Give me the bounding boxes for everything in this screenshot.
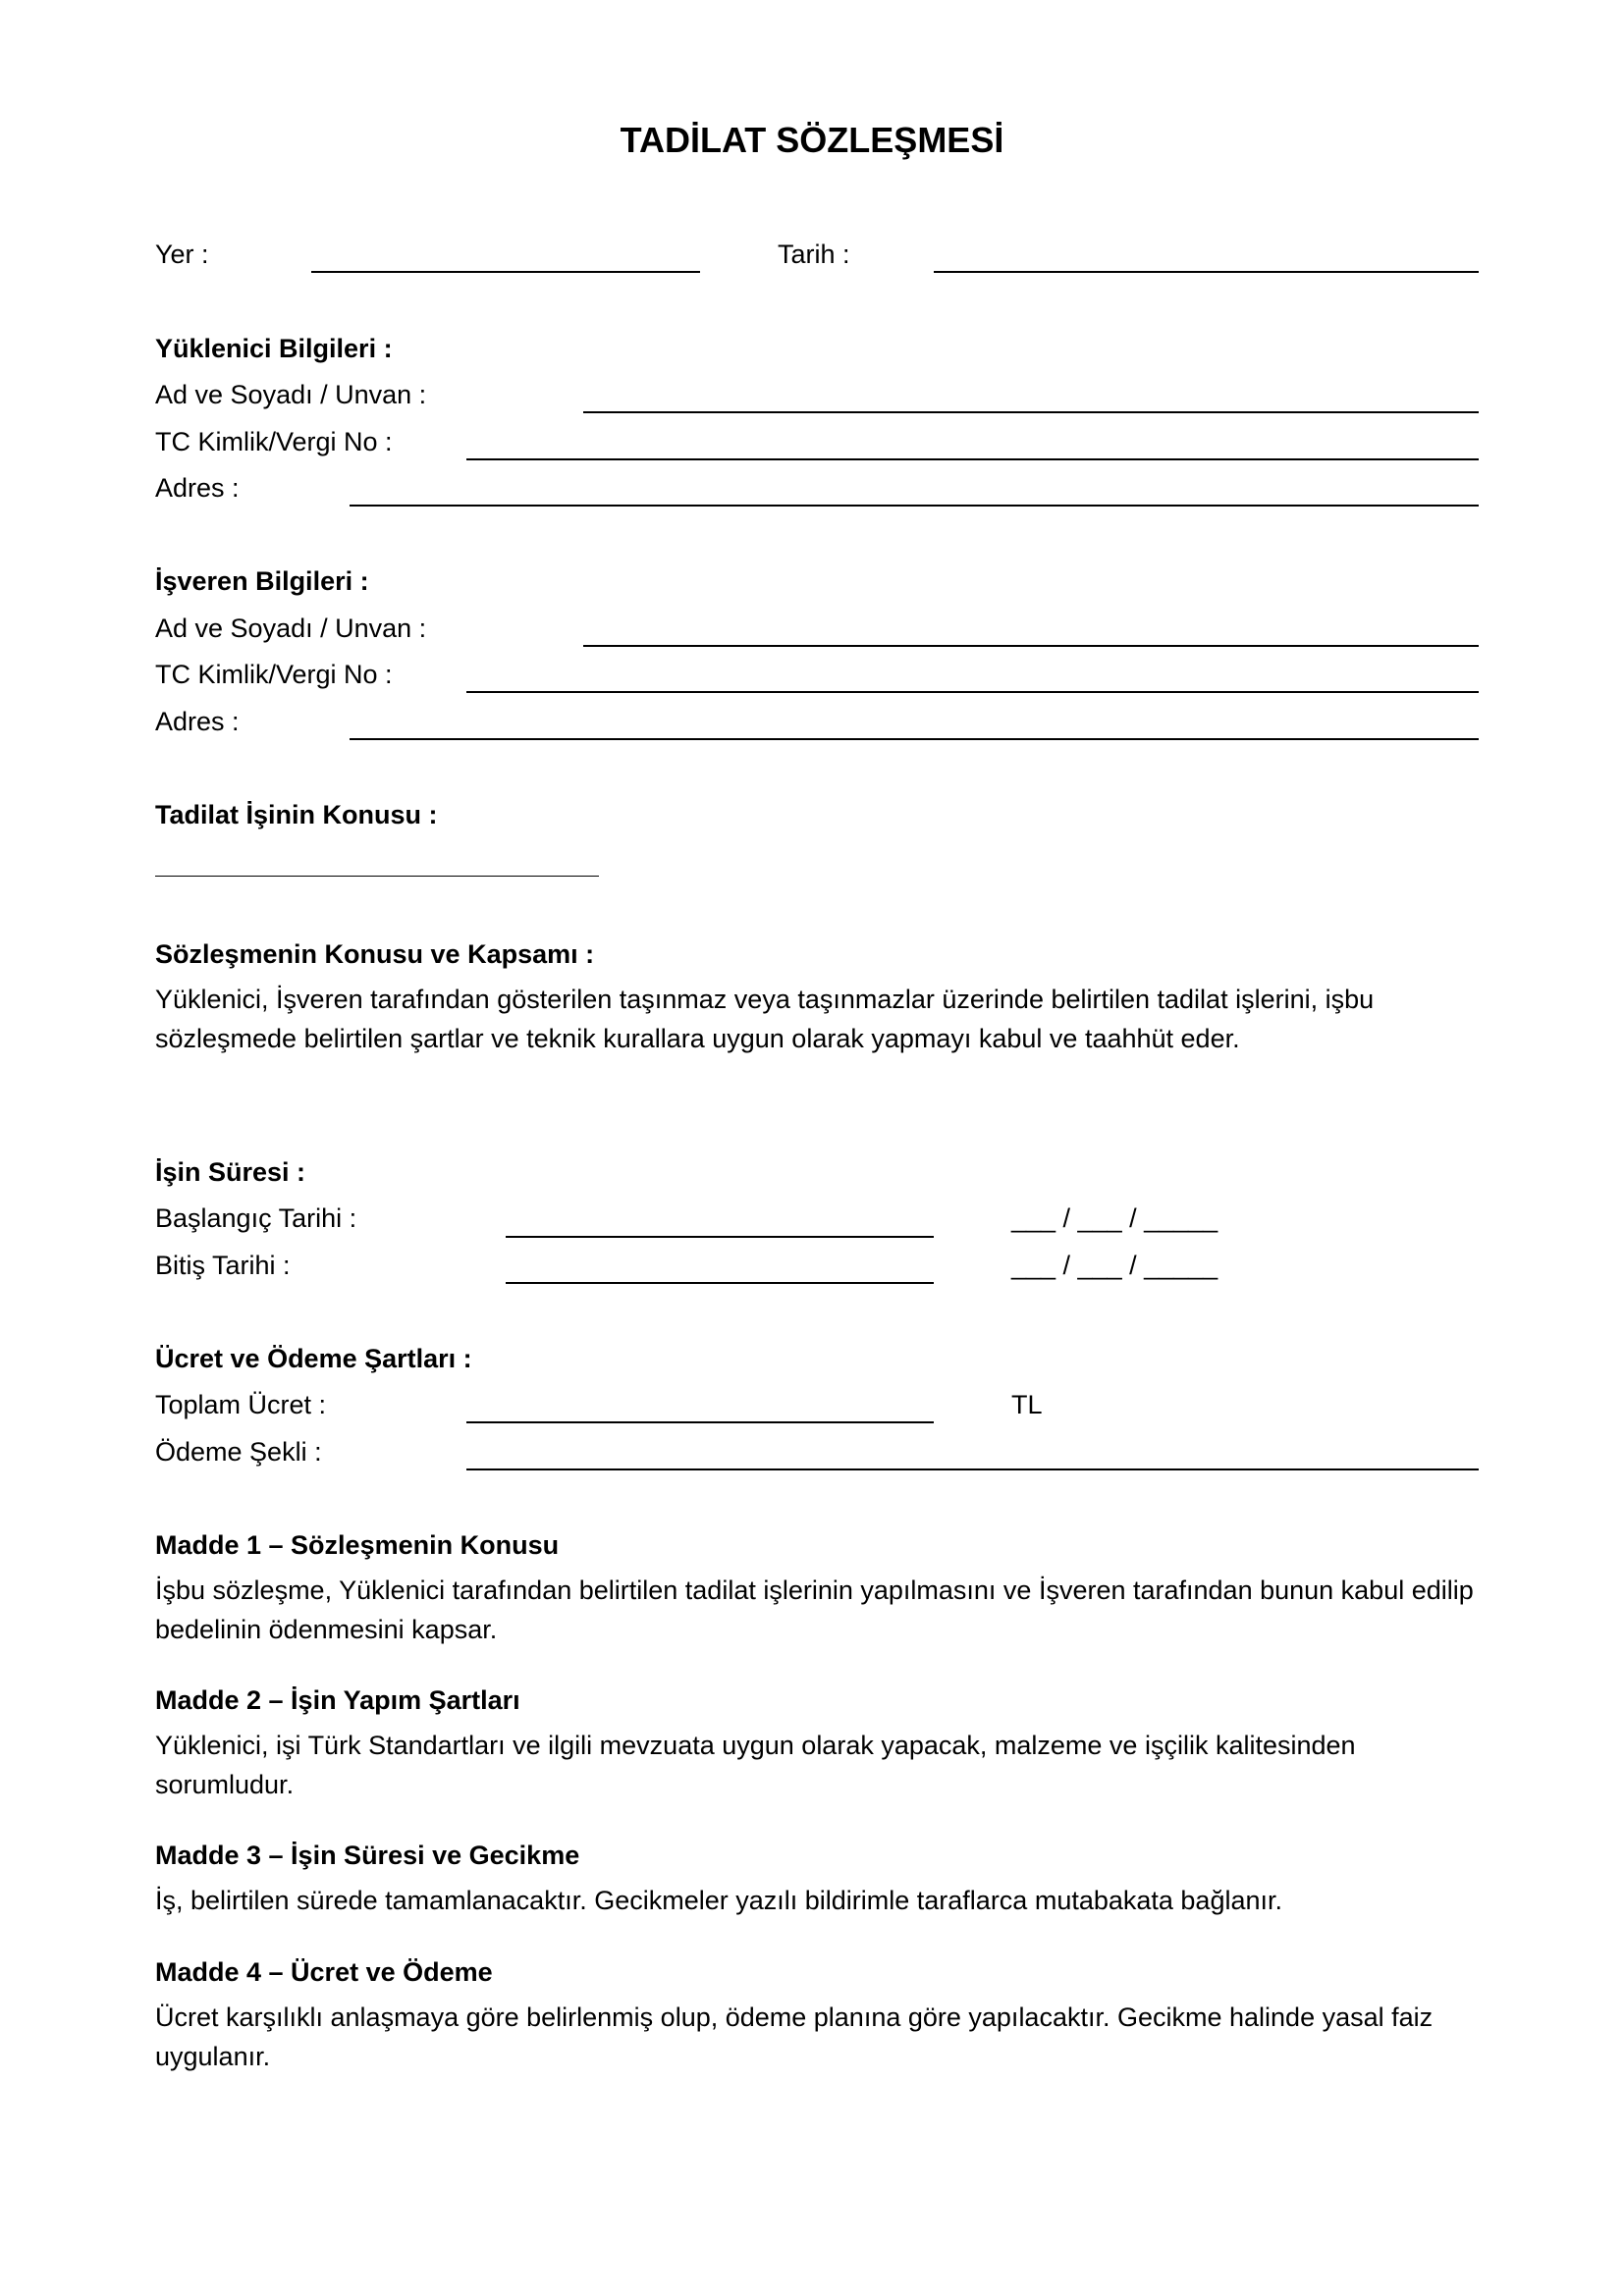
total-fee-label: Toplam Ücret : (155, 1390, 327, 1419)
employer-name-field[interactable] (583, 645, 1479, 647)
subject-field[interactable] (155, 876, 599, 877)
scope-heading: Sözleşmenin Konusu ve Kapsamı : (155, 939, 595, 969)
contractor-name-field[interactable] (583, 411, 1479, 413)
contractor-address-label: Adres : (155, 473, 240, 503)
contractor-id-field[interactable] (466, 458, 1479, 460)
contractor-address-field[interactable] (350, 505, 1479, 507)
article-1-heading: Madde 1 – Sözleşmenin Konusu (155, 1530, 560, 1560)
start-date-template[interactable]: ___ / ___ / _____ (1011, 1203, 1218, 1233)
contractor-id-label: TC Kimlik/Vergi No : (155, 427, 393, 456)
currency-label: TL (1011, 1390, 1043, 1419)
article-3-heading: Madde 3 – İşin Süresi ve Gecikme (155, 1841, 580, 1870)
document-title: TADİLAT SÖZLEŞMESİ (620, 120, 1004, 160)
employer-address-label: Adres : (155, 707, 240, 736)
end-date-label: Bitiş Tarihi : (155, 1251, 291, 1280)
duration-heading: İşin Süresi : (155, 1157, 306, 1187)
subject-heading: Tadilat İşinin Konusu : (155, 800, 438, 829)
contractor-heading: Yüklenici Bilgileri : (155, 334, 393, 363)
article-3-text: İş, belirtilen sürede tamamlanacaktır. Gecikmeler yazılı bildirimle taraflarca mutabakata bağlanır. (155, 1886, 1283, 1915)
article-1-text: İşbu sözleşme, Yüklenici tarafından belirtilen tadilat işlerinin yapılmasını ve İşveren tarafından bunun kabul edilip bedelinin ödenmesini kapsar. (155, 1575, 1474, 1644)
date-label: Tarih : (778, 240, 850, 269)
end-date-template[interactable]: ___ / ___ / _____ (1011, 1251, 1218, 1280)
article-4-text: Ücret karşılıklı anlaşmaya göre belirlenmiş olup, ödeme planına göre yapılacaktır. Gecikme halinde yasal faiz uygulanır. (155, 2002, 1434, 2071)
employer-address-field[interactable] (350, 738, 1479, 740)
date-field[interactable] (934, 271, 1479, 273)
article-2-text: Yüklenici, işi Türk Standartları ve ilgili mevzuata uygun olarak yapacak, malzeme ve işçilik kalitesinden sorumludur. (155, 1731, 1356, 1799)
total-fee-field[interactable] (466, 1421, 934, 1423)
employer-name-label: Ad ve Soyadı / Unvan : (155, 614, 427, 643)
start-date-field[interactable] (506, 1236, 934, 1238)
payment-heading: Ücret ve Ödeme Şartları : (155, 1344, 472, 1373)
article-2-heading: Madde 2 – İşin Yapım Şartları (155, 1685, 520, 1715)
contractor-name-label: Ad ve Soyadı / Unvan : (155, 380, 427, 409)
start-date-label: Başlangıç Tarihi : (155, 1203, 357, 1233)
employer-id-field[interactable] (466, 691, 1479, 693)
payment-method-field[interactable] (466, 1468, 1479, 1470)
place-field[interactable] (311, 271, 700, 273)
scope-text: Yüklenici, İşveren tarafından gösterilen taşınmaz veya taşınmazlar üzerinde belirtilen tadilat işlerini, işbu sözleşmede belirtilen şartlar ve teknik kurallara uygun olarak yapmayı kabul ve taahhüt eder. (155, 985, 1375, 1053)
payment-method-label: Ödeme Şekli : (155, 1437, 322, 1467)
employer-heading: İşveren Bilgileri : (155, 566, 369, 596)
end-date-field[interactable] (506, 1282, 934, 1284)
place-label: Yer : (155, 240, 209, 269)
employer-id-label: TC Kimlik/Vergi No : (155, 660, 393, 689)
article-4-heading: Madde 4 – Ücret ve Ödeme (155, 1957, 493, 1987)
